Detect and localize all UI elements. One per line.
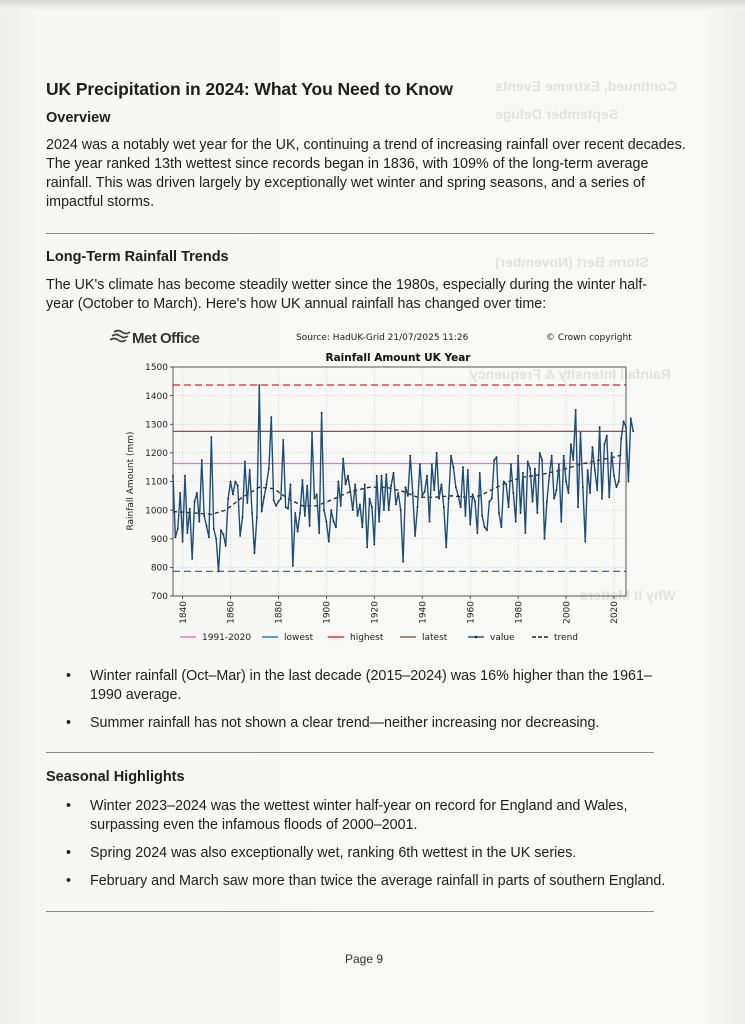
data-point [546, 501, 548, 503]
data-point [421, 495, 423, 497]
y-ticks [145, 363, 173, 602]
data-point [361, 526, 363, 528]
legend [180, 633, 578, 643]
y-tick-label: 1500 [145, 363, 168, 374]
y-tick-label: 1100 [145, 477, 168, 488]
data-point [596, 489, 598, 491]
bleed-through-text: September Deluge [495, 106, 618, 122]
x-tick-label: 1980 [514, 601, 525, 624]
data-point [611, 452, 613, 454]
data-point [206, 525, 208, 527]
legend-label-lowest: lowest [284, 633, 314, 644]
data-point [366, 546, 368, 548]
data-point [328, 541, 330, 543]
data-point [275, 505, 277, 507]
legend-label-latest: latest [422, 633, 448, 644]
data-point [486, 529, 488, 531]
data-point [179, 492, 181, 494]
x-tick-label: 1860 [226, 601, 237, 624]
data-point [572, 459, 574, 461]
data-point [429, 521, 431, 523]
value-polyline [173, 385, 633, 571]
rainfall-chart [100, 325, 660, 655]
data-point [532, 501, 534, 503]
data-point [297, 531, 299, 533]
data-point [302, 479, 304, 481]
data-point [438, 498, 440, 500]
data-point [577, 506, 579, 508]
data-point [448, 498, 450, 500]
list-item: • Winter rainfall (Oct–Mar) in the last decade (2015–2024) was 16% higher than the 1961–1990 average. [46, 667, 676, 705]
data-point [225, 545, 227, 547]
data-point [215, 538, 217, 540]
data-point [254, 552, 256, 554]
data-point [488, 501, 490, 503]
x-tick-label: 1920 [370, 601, 381, 624]
data-point [565, 481, 567, 483]
data-point [632, 431, 634, 433]
data-point [285, 506, 287, 508]
data-point [390, 485, 392, 487]
data-point [445, 546, 447, 548]
overview-paragraph: 2024 was a notably wet year for the UK, continuing a trend of increasing rainfall over recent decades. The year ranked 13th wettest since records began in 1836, with 109% of the long-term average rainfall. This was driven largely by exceptionally wet winter and spring seasons, and a series of impactful storms. [46, 137, 686, 210]
data-point [503, 481, 505, 483]
data-point [515, 521, 517, 523]
data-point [592, 446, 594, 448]
data-point [431, 463, 433, 465]
data-point [290, 483, 292, 485]
data-point [340, 505, 342, 507]
data-point [220, 529, 222, 531]
data-point [371, 506, 373, 508]
data-point [335, 526, 337, 528]
x-tick-label: 1900 [322, 601, 333, 624]
list-item: • Spring 2024 was also exceptionally wet, ranking 6th wettest in the UK series. [46, 844, 676, 863]
data-point [570, 443, 572, 445]
data-point [359, 504, 361, 506]
data-point [261, 511, 263, 513]
x-tick-label: 1880 [274, 601, 285, 624]
data-point [294, 512, 296, 514]
bleed-through-text: Why It Matters [580, 587, 676, 603]
list-item: • February and March saw more than twice the average rainfall in parts of southern England. [46, 872, 676, 891]
data-point [330, 509, 332, 511]
overview-heading: Overview [46, 110, 111, 126]
data-point [373, 544, 375, 546]
data-point [198, 521, 200, 523]
data-point [256, 516, 258, 518]
data-point [460, 506, 462, 508]
y-tick-label: 1300 [145, 420, 168, 431]
data-point [388, 509, 390, 511]
data-point [556, 489, 558, 491]
data-point [443, 506, 445, 508]
met-office-logo-icon [110, 331, 130, 342]
data-point [337, 481, 339, 483]
met-office-logo-text: Met Office [132, 330, 200, 347]
data-point [498, 512, 500, 514]
y-tick-label: 1200 [145, 449, 168, 460]
scan-edge [0, 0, 745, 10]
data-point [539, 452, 541, 454]
data-point [381, 475, 383, 477]
data-point [376, 475, 378, 477]
data-point [620, 438, 622, 440]
section-divider [46, 911, 654, 912]
legend-label-trend: trend [554, 633, 578, 644]
data-point [491, 498, 493, 500]
data-point [512, 492, 514, 494]
list-item: • Summer rainfall has not shown a clear trend—neither increasing nor decreasing. [46, 714, 676, 733]
y-tick-label: 1000 [145, 506, 168, 517]
data-point [541, 459, 543, 461]
data-point [601, 498, 603, 500]
data-point [493, 459, 495, 461]
data-point [309, 525, 311, 527]
data-point [280, 498, 282, 500]
data-point [218, 570, 220, 572]
data-point [196, 492, 198, 494]
data-point [292, 565, 294, 567]
data-point [496, 456, 498, 458]
data-point [534, 468, 536, 470]
data-point [186, 532, 188, 534]
data-point [299, 512, 301, 514]
data-point [194, 501, 196, 503]
data-point [544, 538, 546, 540]
data-point [472, 493, 474, 495]
data-point [354, 483, 356, 485]
data-point [174, 536, 176, 538]
section-divider [46, 752, 654, 753]
data-point [244, 461, 246, 463]
data-point [342, 458, 344, 460]
data-point [405, 486, 407, 488]
data-point [436, 452, 438, 454]
x-tick-label: 2000 [562, 601, 573, 624]
data-point [582, 486, 584, 488]
data-point [465, 515, 467, 517]
data-point [177, 528, 179, 530]
data-point [529, 468, 531, 470]
data-point [287, 508, 289, 510]
data-point [527, 461, 529, 463]
data-point [522, 472, 524, 474]
data-point [323, 509, 325, 511]
data-point [553, 498, 555, 500]
document-title: UK Precipitation in 2024: What You Need to Know [46, 79, 453, 99]
data-point [520, 512, 522, 514]
data-point [505, 483, 507, 485]
data-point [616, 486, 618, 488]
data-point [273, 499, 275, 501]
data-point [282, 439, 284, 441]
data-point [426, 475, 428, 477]
data-point [258, 384, 260, 386]
data-point [232, 493, 234, 495]
trends-heading: Long-Term Rainfall Trends [46, 249, 229, 265]
data-point [623, 420, 625, 422]
data-point [627, 481, 629, 483]
data-point [580, 432, 582, 434]
data-point [510, 463, 512, 465]
data-point [385, 473, 387, 475]
data-point [450, 455, 452, 457]
data-point [508, 506, 510, 508]
legend-label-value: value [490, 633, 515, 644]
y-tick-label: 900 [150, 534, 168, 545]
trends-paragraph: The UK's climate has become steadily wetter since the 1980s, especially during the winter half-year (October to March). Here's how UK annual rainfall has changed over time: [46, 277, 648, 312]
data-point [397, 492, 399, 494]
data-point [476, 532, 478, 534]
data-point [311, 432, 313, 434]
data-point [383, 509, 385, 511]
x-ticks [179, 596, 620, 624]
data-point [318, 532, 320, 534]
data-point [467, 469, 469, 471]
data-point [321, 412, 323, 414]
data-point [249, 469, 251, 471]
data-point [481, 515, 483, 517]
bleed-through-text: Continued, Extreme Events [495, 78, 678, 94]
seasonal-bullets [46, 797, 676, 891]
data-point [201, 459, 203, 461]
seasonal-heading: Seasonal Highlights [46, 769, 185, 785]
data-point [613, 475, 615, 477]
x-tick-label: 1840 [178, 601, 189, 624]
data-point [560, 521, 562, 523]
data-point [349, 491, 351, 493]
data-point [357, 515, 359, 517]
data-point [184, 475, 186, 477]
chart-copyright: © Crown copyright [546, 333, 632, 343]
x-tick-label: 1960 [466, 601, 477, 624]
data-point [409, 455, 411, 457]
x-tick-label: 1940 [418, 601, 429, 624]
data-point [424, 491, 426, 493]
trends-bullets [46, 667, 676, 733]
data-point [402, 561, 404, 563]
data-point [599, 426, 601, 428]
data-point [419, 463, 421, 465]
data-point [230, 481, 232, 483]
value-series [172, 384, 634, 572]
data-point [608, 496, 610, 498]
list-item: • Winter 2023–2024 was the wettest winter half-year on record for England and Wales, surpassing even the infamous floods of 2000–2001. [46, 797, 676, 835]
data-point [227, 498, 229, 500]
data-point [234, 481, 236, 483]
data-point [563, 455, 565, 457]
bleed-through-text: Storm Bert (November) [495, 254, 650, 270]
y-tick-label: 700 [150, 592, 168, 603]
data-point [417, 506, 419, 508]
data-point [325, 521, 327, 523]
data-point [347, 475, 349, 477]
data-point [266, 483, 268, 485]
data-point [191, 558, 193, 560]
data-point [584, 541, 586, 543]
data-point [246, 502, 248, 504]
data-point [630, 418, 632, 420]
legend-label-1991-2020: 1991-2020 [202, 633, 252, 644]
legend-marker-value [475, 636, 478, 639]
data-point [189, 508, 191, 510]
data-point [589, 492, 591, 494]
data-point [594, 469, 596, 471]
data-point [208, 536, 210, 538]
data-point [604, 443, 606, 445]
data-point [242, 516, 244, 518]
x-tick-label: 2020 [610, 601, 621, 624]
data-point [268, 468, 270, 470]
data-point [251, 512, 253, 514]
y-axis-label: Rainfall Amount (mm) [126, 431, 136, 531]
data-point [182, 541, 184, 543]
chart-title: Rainfall Amount UK Year [325, 352, 471, 364]
met-office-logo [110, 330, 200, 347]
data-point [393, 472, 395, 474]
data-point [306, 485, 308, 487]
data-point [222, 534, 224, 536]
data-point [278, 501, 280, 503]
data-point [587, 469, 589, 471]
legend-label-highest: highest [350, 633, 384, 644]
data-point [364, 483, 366, 485]
page-number: Page 9 [345, 952, 384, 966]
data-point [618, 481, 620, 483]
data-point [453, 466, 455, 468]
data-point [551, 455, 553, 457]
data-point [484, 526, 486, 528]
data-point [414, 535, 416, 537]
data-point [304, 515, 306, 517]
section-divider [46, 233, 654, 234]
data-point [237, 485, 239, 487]
data-point [433, 489, 435, 491]
data-point [213, 528, 215, 530]
data-point [548, 475, 550, 477]
chart-source: Source: HadUK-Grid 21/07/2025 11:26 [296, 333, 469, 343]
data-point [239, 535, 241, 537]
data-point [500, 526, 502, 528]
data-point [333, 521, 335, 523]
data-point [263, 496, 265, 498]
data-point [469, 524, 471, 526]
data-point [568, 492, 570, 494]
data-point [455, 486, 457, 488]
data-point [536, 512, 538, 514]
data-point [462, 466, 464, 468]
y-tick-label: 800 [150, 563, 168, 574]
data-point [524, 532, 526, 534]
data-point [400, 509, 402, 511]
data-point [517, 455, 519, 457]
data-point [457, 495, 459, 497]
y-tick-label: 1400 [145, 391, 168, 402]
data-point [352, 509, 354, 511]
data-point [474, 501, 476, 503]
data-point [479, 472, 481, 474]
data-point [441, 483, 443, 485]
data-point [558, 463, 560, 465]
data-point [210, 436, 212, 438]
data-point [378, 521, 380, 523]
data-point [270, 416, 272, 418]
data-point [407, 495, 409, 497]
data-point [314, 498, 316, 500]
data-point [395, 504, 397, 506]
data-point [575, 409, 577, 411]
data-point [412, 492, 414, 494]
data-point [316, 493, 318, 495]
data-point [369, 498, 371, 500]
data-point [203, 515, 205, 517]
grid [173, 367, 626, 596]
bleed-through-text: Rainfall Intensity & Frequency [470, 366, 671, 382]
data-point [345, 483, 347, 485]
data-point [606, 435, 608, 437]
